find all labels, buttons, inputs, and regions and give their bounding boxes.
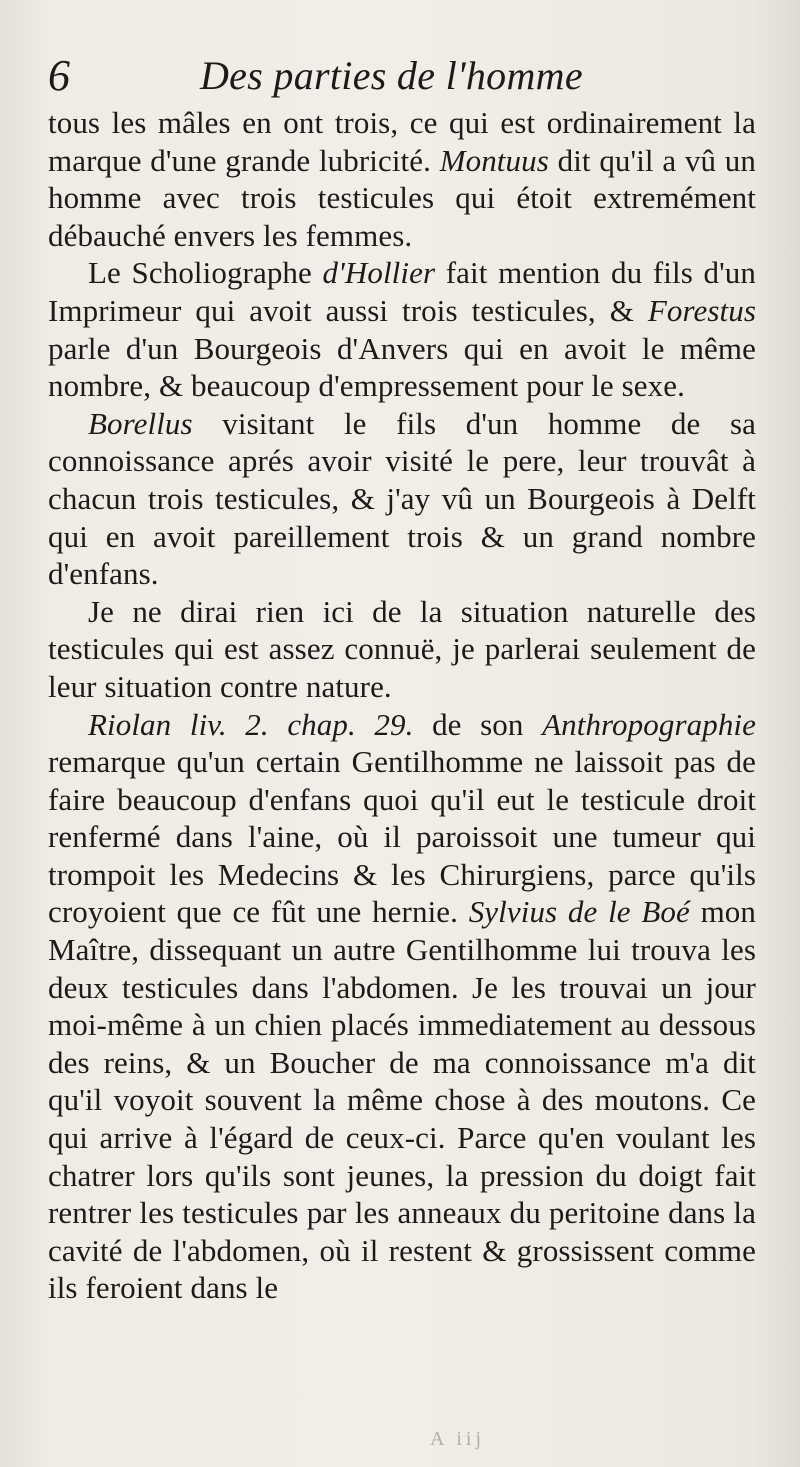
text-run: tous les mâles en ont trois, ce qui est ordinairement la marque d'une grande lubricité. (48, 105, 756, 178)
paragraph (48, 405, 756, 593)
italic-text: Montuus (439, 142, 549, 178)
running-title: Des parties de l'homme (200, 53, 583, 98)
italic-text: Anthropographie (542, 706, 756, 742)
italic-text: Sylvius de le Boé (468, 894, 690, 930)
text-run: dit qu'il a vû un homme avec trois testicules qui étoit extremément débauché envers les femmes. (48, 142, 756, 253)
paragraph (48, 104, 756, 254)
signature-mark: A iij (430, 1428, 486, 1450)
text-run: fait mention du fils d'un Imprimeur qui avoit aussi trois testicules, & (48, 255, 756, 328)
paragraph (48, 254, 756, 404)
text-run: Le Scholiographe (88, 255, 323, 291)
text-run: remarque qu'un certain Gentilhomme ne laissoit pas de faire beaucoup d'enfans quoi qu'il eut le testicule droit renfermé dans l'aine, où il paroissoit une tumeur qui trompoit les Medecins & les Chirurgiens, parce qu'ils croyoient que ce fût une hernie. (48, 744, 756, 930)
italic-text: Riolan liv. 2. chap. 29. (88, 706, 414, 742)
text-run: de son (413, 706, 543, 742)
page-number: 6 (48, 51, 70, 100)
paragraph (48, 706, 756, 1308)
page-header (48, 48, 756, 104)
text-run: mon Maître, dissequant un autre Gentilhomme lui trouva les deux testicules dans l'abdomen. Je les trouvai un jour moi-même à un chien placés immediatement au dessous des reins, & un Boucher de ma connoissance m'a dit qu'il voyoit souvent la même chose à des moutons. Ce qui arrive à l'égard de ceux-ci. Parce qu'en voulant les chatrer lors qu'ils sont jeunes, la pression du doigt fait rentrer les testicules par les anneaux du peritoine dans la cavité de l'abdomen, où il restent & grossissent comme ils feroient dans le (48, 894, 756, 1306)
text-run: visitant le fils d'un homme de sa connoissance aprés avoir visité le pere, leur trouvât à chacun trois testicules, & j'ay vû un Bourgeois à Delft qui en avoit pareillement trois & un grand nombre d'enfans. (48, 405, 756, 592)
italic-text: Forestus (647, 292, 756, 328)
italic-text: Borellus (88, 405, 193, 441)
text-run: parle d'un Bourgeois d'Anvers qui en avoit le même nombre, & beaucoup d'empressement pour le sexe. (48, 330, 756, 404)
paragraph (48, 593, 756, 706)
italic-text: d'Hollier (322, 255, 436, 291)
body-text (48, 104, 756, 1307)
text-run: Je ne dirai rien ici de la situation naturelle des testicules qui est assez connuë, je parlerai seulement de leur situation contre nature. (48, 593, 756, 704)
